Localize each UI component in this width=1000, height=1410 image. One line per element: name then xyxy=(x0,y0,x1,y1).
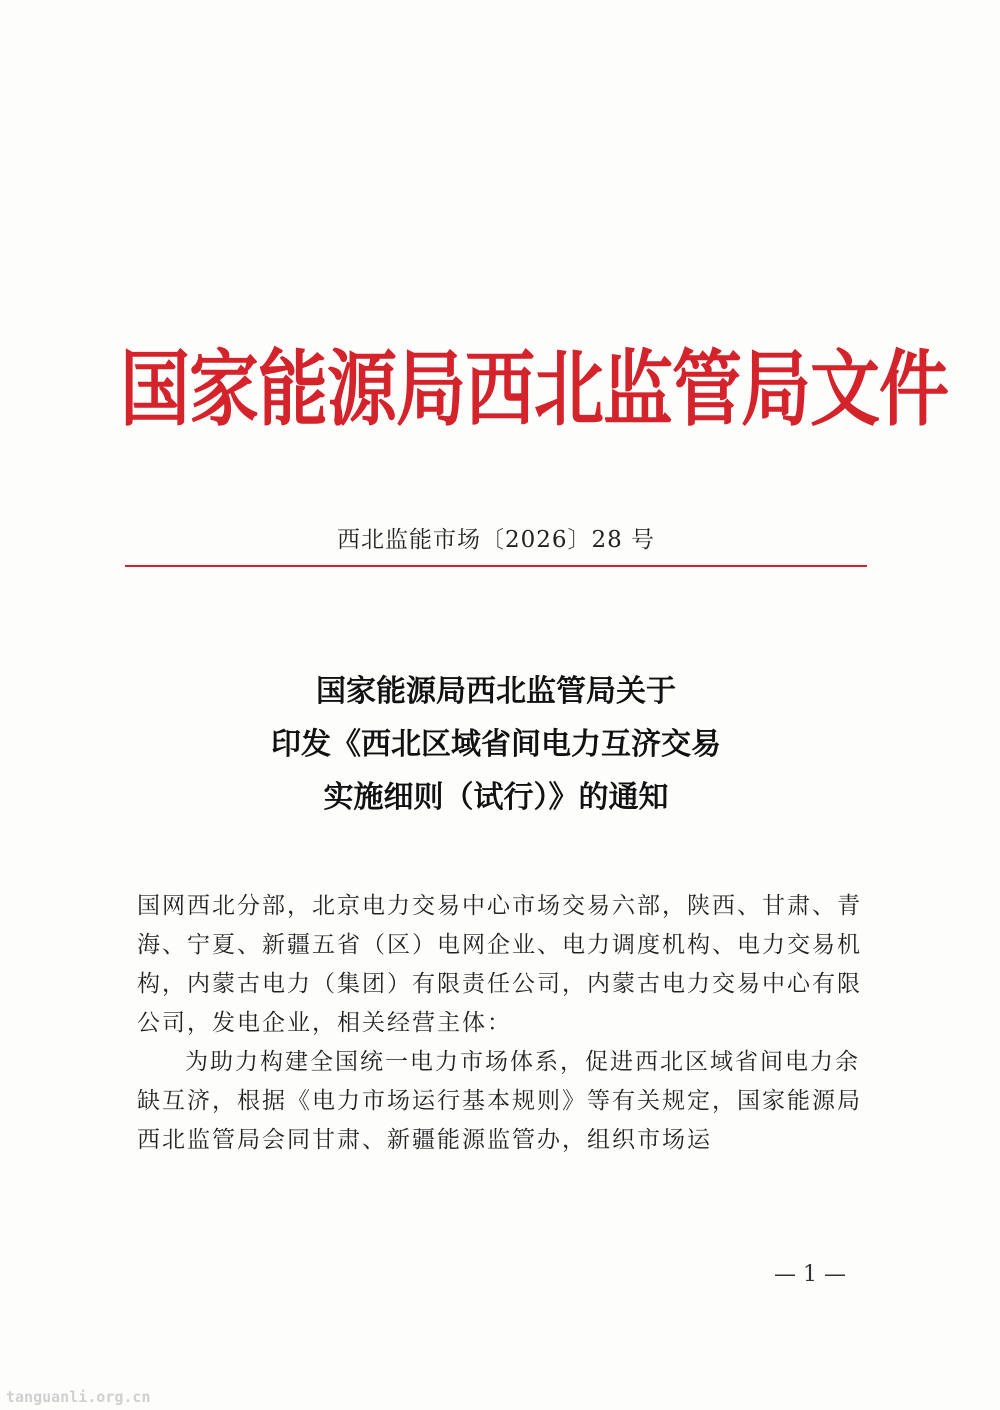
page-number: — 1 — xyxy=(774,1262,846,1287)
source-watermark: tanguanli.org.cn xyxy=(6,1388,151,1406)
document-number: 西北监能市场〔2026〕28 号 xyxy=(336,527,656,553)
title-line-3: 实施细则（试行）》的通知 xyxy=(323,780,669,815)
red-divider-line xyxy=(125,565,867,567)
addressees-paragraph: 国网西北分部，北京电力交易中心市场交易六部，陕西、甘肃、青海、宁夏、新疆五省（区）电网企业、电力调度机构、电力交易机构，内蒙古电力（集团）有限责任公司，内蒙古电力交易中心有限公司，发电企业，相关经营主体： xyxy=(137,893,862,1036)
title-line-2: 印发《西北区域省间电力互济交易 xyxy=(271,727,721,762)
body-paragraph-1: 为助力构建全国统一电力市场体系，促进西北区域省间电力余缺互济，根据《电力市场运行基本规则》等有关规定，国家能源局西北监管局会同甘肃、新疆能源监管办，组织市场运 xyxy=(137,1049,862,1153)
masthead-title: 国家能源局西北监管局文件 xyxy=(120,339,948,438)
title-line-1: 国家能源局西北监管局关于 xyxy=(316,674,676,709)
notice-title xyxy=(125,665,867,824)
body-text xyxy=(137,887,867,1160)
